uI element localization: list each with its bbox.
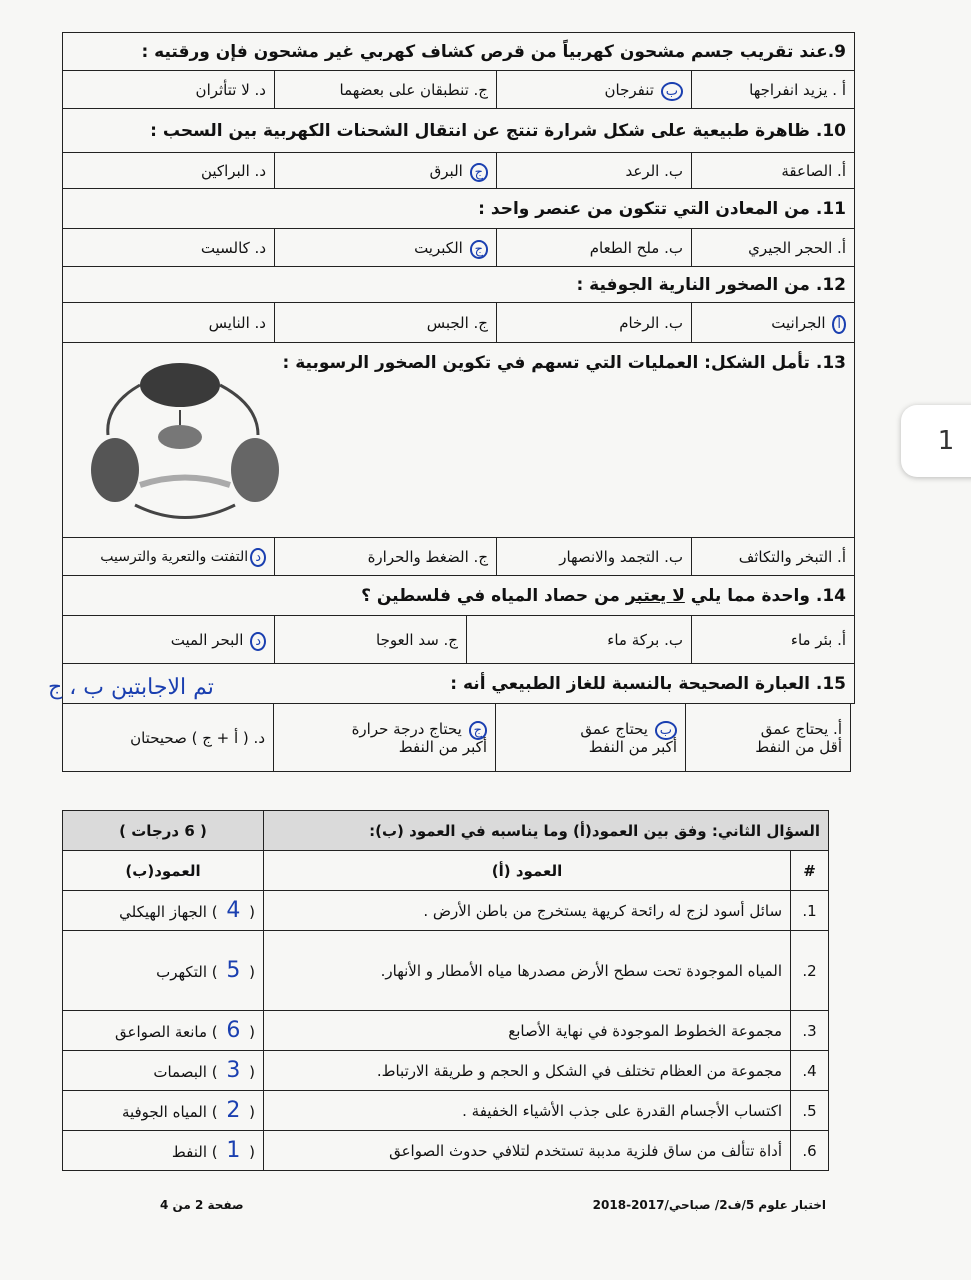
cycle-arrow [220,385,258,435]
igneous-rock-image [140,363,220,407]
mcq-table-2 [62,537,855,616]
question-12: 12. من الصخور النارية الجوفية : [63,267,855,303]
q14-option-b: ب. بركة ماء [467,616,692,664]
col-number-header: # [791,851,829,891]
table-row: 1. سائل أسود لزج له رائحة كريهة يستخرج من باطن الأرض . ( 4 ) الجهاز الهيكلي [63,891,829,931]
circled-answer-mark: ب [661,82,683,101]
table-row: 6. أداة تتألف من ساق فلزية مدببة تستخدم لتلافي حدوث الصواعق ( 1 ) النفط [63,1131,829,1171]
table-row: 4. مجموعة من العظام تختلف في الشكل و الحجم و طريقة الارتباط. ( 3 ) البصمات [63,1051,829,1091]
q10-option-c: ج البرق [275,153,497,189]
footer-exam-info: اختبار علوم 5/ف2/ صباحي/2017-2018 [592,1198,826,1212]
handwritten-answer: 5 [226,958,241,983]
circled-answer-mark: ب [655,721,677,740]
question-9: 9.عند تقريب جسم مشحون كهربياً من قرص كشاف كهربي غير مشحون فإن ورقتيه : [63,33,855,71]
q10-option-a: أ. الصاعقة [692,153,855,189]
q9-option-d: د. لا تتأثران [63,71,275,109]
table-row: 2. المياه الموجودة تحت سطح الأرض مصدرها مياه الأمطار و الأنهار. ( 5 ) التكهرب [63,931,829,1011]
table-row: 3. مجموعة الخطوط الموجودة في نهاية الأصابع ( 6 ) مانعة الصواعق [63,1011,829,1051]
question-15: 15. العبارة الصحيحة بالنسبة للغاز الطبيعي أنه : [63,664,855,704]
circled-answer-mark: د [250,548,266,567]
magma-image [158,425,202,449]
handwritten-answer: 1 [226,1138,241,1163]
q14-option-a: أ. بئر ماء [692,616,855,664]
q9-option-a: أ . يزيد انفراجها [692,71,855,109]
matching-title: السؤال الثاني: وفق بين العمود(أ) وما يناسبه في العمود (ب): [264,811,829,851]
circled-answer-mark: أ [832,315,846,334]
table-row: 5. اكتساب الأجسام القدرة على جذب الأشياء الخفيفة . ( 2 ) المياه الجوفية [63,1091,829,1131]
q14-option-c: ج. سد العوجا [275,616,467,664]
question-11: 11. من المعادن التي تتكون من عنصر واحد : [63,189,855,229]
handwritten-answer: 4 [226,898,241,923]
q14-option-d: د البحر الميت [63,616,275,664]
q13-option-c: ج. الضغط والحرارة [275,538,497,576]
cycle-arrow [140,478,230,486]
handwritten-answer: 2 [226,1098,241,1123]
col-a-header: العمود (أ) [264,851,791,891]
q12-option-c: ج. الجبس [275,303,497,343]
q10-option-d: د. البراكين [63,153,275,189]
q9-option-c: ج. تنطبقان على بعضهما [275,71,497,109]
matching-score: ( 6 درجات ) [63,811,264,851]
col-b-header: العمود(ب) [63,851,264,891]
q15-option-b: ب يحتاج عمق أكبر من النفط [496,704,686,772]
rock-cycle-figure [80,345,290,530]
q11-option-d: د. كالسيت [63,229,275,267]
q15-option-c: ج يحتاج درجة حرارة أكبر من النفط [274,704,496,772]
handwritten-answer: 3 [226,1058,241,1083]
circled-answer-mark: ج [469,721,487,740]
q12-option-d: د. النايس [63,303,275,343]
q11-option-a: أ. الحجر الجيري [692,229,855,267]
q11-option-c: ج الكبريت [275,229,497,267]
q13-option-d: دالتفتت والتعرية والترسيب [63,538,275,576]
question-10: 10. ظاهرة طبيعية على شكل شرارة تنتج عن انتقال الشحنات الكهربية بين السحب : [63,109,855,153]
matching-table [62,810,829,1171]
q10-option-b: ب. الرعد [497,153,692,189]
question-14: 14. واحدة مما يلي لا يعتبر من حصاد المياه في فلسطين ؟ [63,576,855,616]
circled-answer-mark: ج [470,240,488,259]
q15-option-d: د. ( أ + ج ) صحيحتان [63,704,274,772]
mcq-table-4 [62,703,851,772]
footer-page-number: صفحة 2 من 4 [160,1198,244,1212]
q11-option-b: ب. ملح الطعام [497,229,692,267]
q13-option-b: ب. التجمد والانصهار [497,538,692,576]
question-13: 13. تأمل الشكل: العمليات التي تسهم في تكوين الصخور الرسوبية : [63,343,855,538]
q15-option-a: أ. يحتاج عمق أقل من النفط [686,704,851,772]
page-indicator-tab[interactable]: 1 [901,405,971,477]
circled-answer-mark: ج [470,163,488,182]
handwritten-note: تم الاجابتين ب ، ج [48,675,214,700]
q9-option-b: ب تنفرجان [497,71,692,109]
metamorphic-rock-image [231,438,279,502]
q12-option-b: ب. الرخام [497,303,692,343]
q12-option-a: أ الجرانيت [692,303,855,343]
cycle-arrow [108,385,140,435]
sedimentary-rock-image [91,438,139,502]
handwritten-answer: 6 [226,1018,241,1043]
cycle-arrow [135,505,235,518]
circled-answer-mark: د [250,632,266,651]
q13-option-a: أ. التبخر والتكاثف [692,538,855,576]
